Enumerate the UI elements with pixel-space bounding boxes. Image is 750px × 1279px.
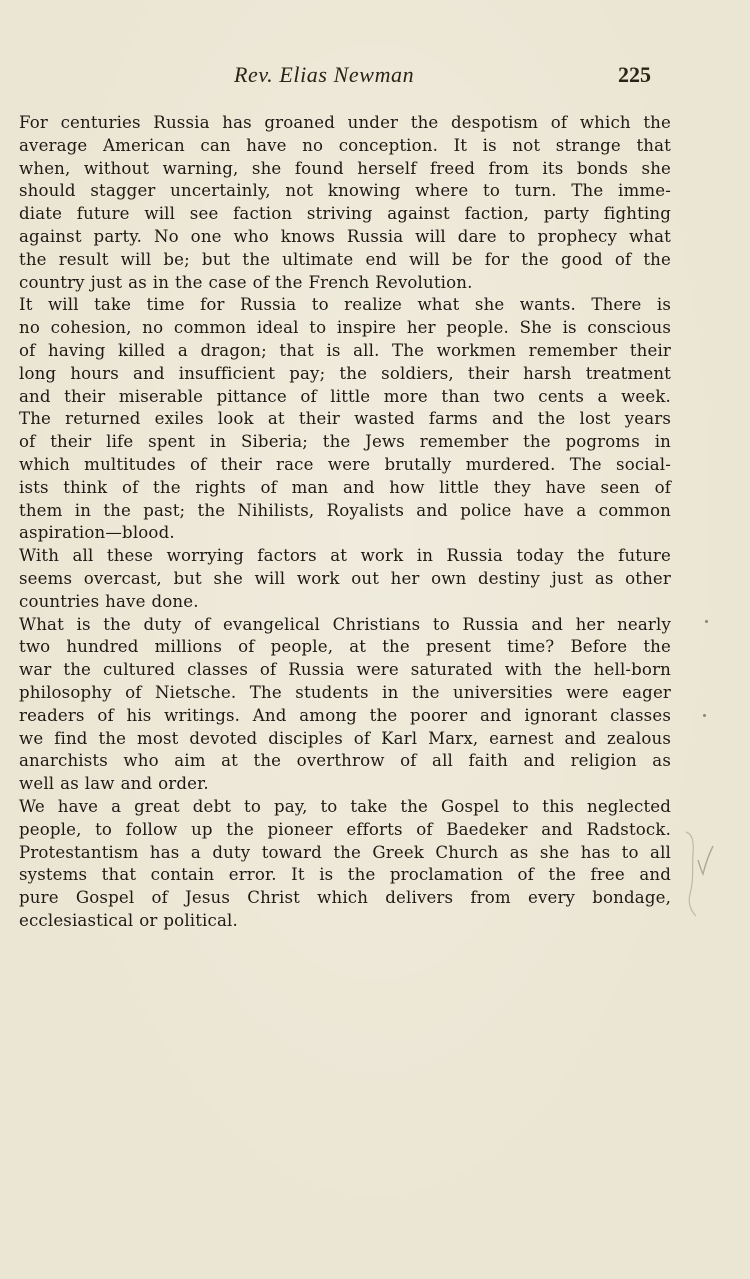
text-line: and their miserable pittance of little more than two cents a week. <box>19 386 671 406</box>
pencil-check-mark <box>684 820 714 920</box>
text-line: readers of his writings. And among the poorer and ignorant classes <box>19 705 671 725</box>
text-line: systems that contain error. It is the proclamation of the free and <box>19 865 671 885</box>
body-text <box>19 112 671 933</box>
text-line: average American can have no conception. It is not strange that <box>19 135 671 155</box>
paragraph-3 <box>19 545 671 613</box>
text-line: when, without warning, she found herself freed from its bonds she <box>19 158 671 178</box>
text-line: ists think of the rights of man and how little they have seen of <box>19 477 671 497</box>
running-head <box>0 62 750 92</box>
paragraph-4 <box>19 614 671 796</box>
text-line: aspiration—blood. <box>19 523 175 543</box>
text-line: ecclesiastical or political. <box>19 910 238 930</box>
text-line: two hundred millions of people, at the present time? Before the <box>19 637 671 657</box>
text-line: diate future will see faction striving against faction, party fighting <box>19 204 671 224</box>
page-number: 225 <box>618 62 651 87</box>
paragraph-2 <box>19 294 671 545</box>
text-line: of having killed a dragon; that is all. The workmen remember their <box>19 340 671 360</box>
text-line: against party. No one who knows Russia will dare to prophecy what <box>19 226 671 246</box>
text-line: them in the past; the Nihilists, Royalists and police have a common <box>19 500 671 520</box>
text-line: should stagger uncertainly, not knowing where to turn. The imme- <box>19 181 671 201</box>
text-line: Protestantism has a duty toward the Greek Church as she has to all <box>19 842 671 862</box>
paragraph-1 <box>19 112 671 294</box>
text-line: we find the most devoted disciples of Karl Marx, earnest and zealous <box>19 728 671 748</box>
text-line: For centuries Russia has groaned under the despotism of which the <box>19 113 671 132</box>
text-line: pure Gospel of Jesus Christ which delivers from every bondage, <box>19 888 671 908</box>
running-title: Rev. Elias Newman <box>234 62 415 87</box>
text-line: anarchists who aim at the overthrow of all faith and religion as <box>19 751 671 771</box>
text-line: war the cultured classes of Russia were saturated with the hell-born <box>19 660 671 680</box>
text-line: The returned exiles look at their wasted farms and the lost years <box>19 409 671 429</box>
text-line: well as law and order. <box>19 774 209 794</box>
text-line: What is the duty of evangelical Christians to Russia and her nearly <box>19 614 671 634</box>
text-line: people, to follow up the pioneer efforts of Baedeker and Radstock. <box>19 819 671 839</box>
text-line: It will take time for Russia to realize what she wants. There is <box>19 295 671 315</box>
text-line: of their life spent in Siberia; the Jews remember the pogroms in <box>19 432 671 452</box>
text-line: We have a great debt to pay, to take the Gospel to this neglected <box>19 796 671 816</box>
text-line: no cohesion, no common ideal to inspire her people. She is conscious <box>19 318 671 338</box>
text-line: which multitudes of their race were brutally murdered. The social- <box>19 454 671 474</box>
text-line: country just as in the case of the French Revolution. <box>19 272 473 292</box>
text-line: seems overcast, but she will work out her own destiny just as other <box>19 568 671 588</box>
text-line: With all these worrying factors at work in Russia today the future <box>19 546 671 566</box>
text-line: long hours and insufficient pay; the soldiers, their harsh treatment <box>19 363 671 383</box>
text-line: the result will be; but the ultimate end will be for the good of the <box>19 249 671 269</box>
text-line: philosophy of Nietsche. The students in the universities were eager <box>19 682 671 702</box>
paper-speck <box>703 714 706 717</box>
paragraph-5 <box>19 796 671 933</box>
paper-speck <box>705 620 708 623</box>
text-line: countries have done. <box>19 591 199 611</box>
